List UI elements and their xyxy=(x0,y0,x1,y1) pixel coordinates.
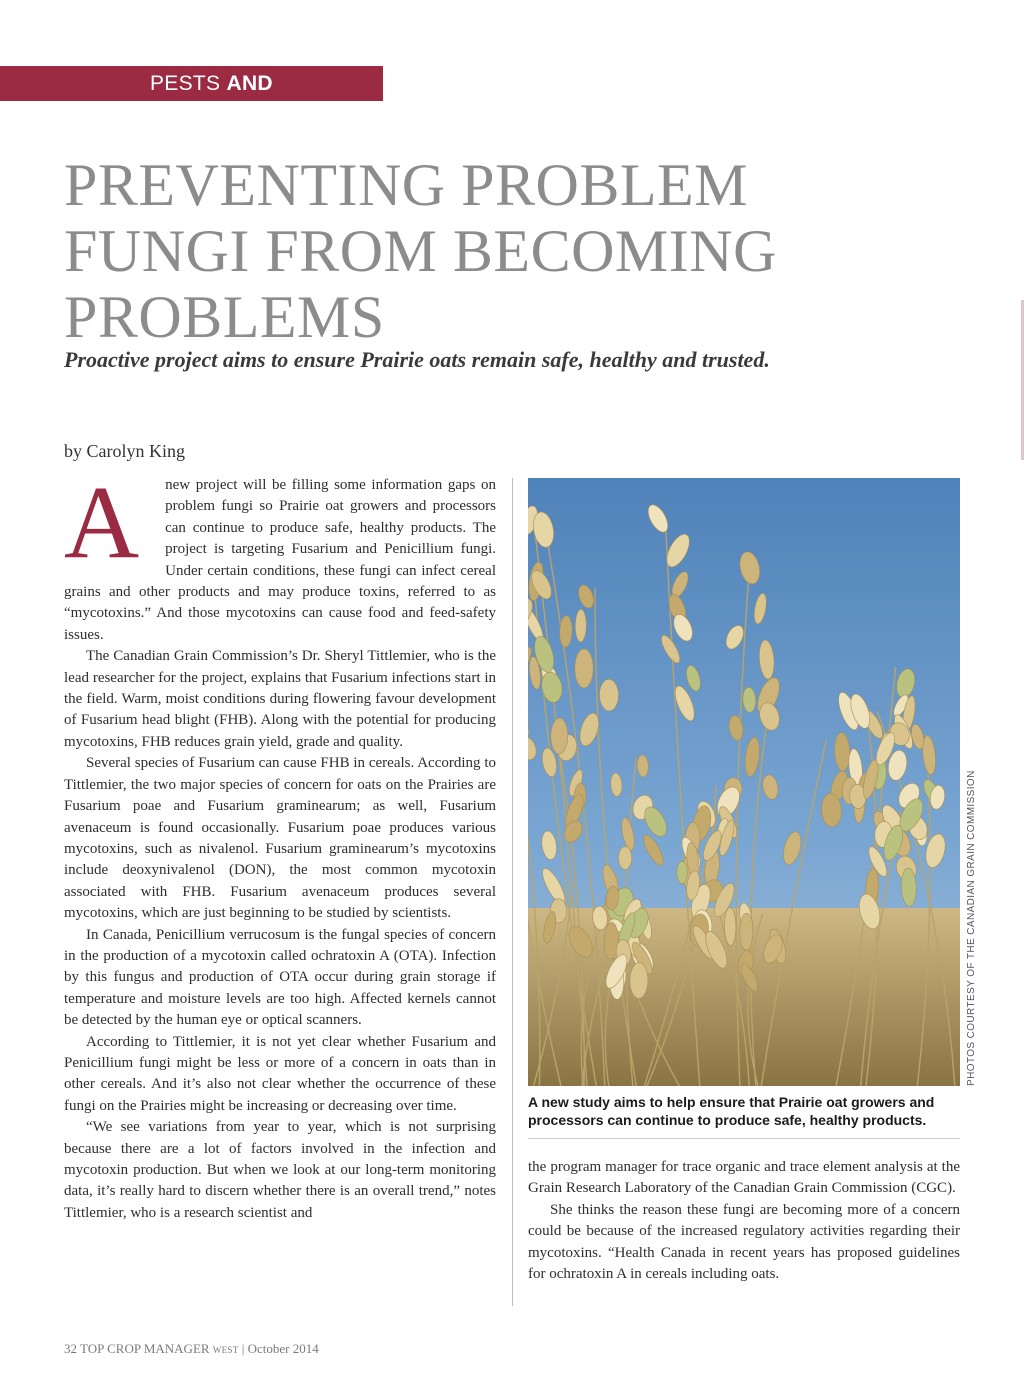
section-label-light: PESTS xyxy=(150,72,221,95)
oat-grain xyxy=(551,718,568,754)
section-tag xyxy=(0,66,383,130)
paragraph-5: According to Tittlemier, it is not yet clear whether Fusarium and Penicillium fungi might be less or more of a concern in oats than in other cereals. And it’s also not clear whether the occurrence of these fungi on the Prairies might be increasing or decreasing over time. xyxy=(64,1033,496,1114)
paragraph-1 xyxy=(64,465,496,646)
byline: by Carolyn King xyxy=(64,441,185,461)
paragraph-2: The Canadian Grain Commission’s Dr. Sheryl Tittlemier, who is the lead researcher for the project, explains that Fusarium infections start in the field. Warm, moist conditions during flowering favour development of Fusarium head blight (FHB). Along with the potential for producing mycotoxins, FHB reduces grain yield, grade and quality. xyxy=(64,648,496,750)
article-column-left xyxy=(64,465,496,1224)
oat-grain xyxy=(618,846,631,869)
issue-date: October 2014 xyxy=(247,1341,319,1356)
page-footer xyxy=(64,1341,319,1357)
section-label-bold: AND DISEASES xyxy=(150,72,273,130)
oat-grain xyxy=(575,649,593,688)
oat-grain xyxy=(630,963,648,999)
photo-credit: PHOTOS COURTESY OF THE CANADIAN GRAIN COMMISSION xyxy=(966,770,977,1086)
magazine-name: TOP CROP MANAGER xyxy=(80,1341,210,1356)
paragraph-4: In Canada, Penicillium verrucosum is the fungal species of concern in the production of a mycotoxin called ochratoxin A (OTA). Infection by this fungus and production of OTA occur during grain storage if temperature and moisture levels are too high. Affected kernels cannot be detected by the human eye or optical scanners. xyxy=(64,926,496,1029)
paragraph-6: “We see variations from year to year, which is not surprising because there are a lot of factors involved in the infection and mycotoxin production. But when we look at our long-term monitoring data, it’s really hard to discern whether there is an overall trend,” notes Tittlemier, who is a research scientist and xyxy=(64,1119,496,1221)
oat-grain xyxy=(575,609,586,642)
oat-grain xyxy=(677,861,688,884)
subtitle: Proactive project aims to ensure Prairie oats remain safe, healthy and trusted. xyxy=(64,347,770,372)
article-column-right xyxy=(528,1157,960,1285)
paragraph-1-text: new project will be filling some information gaps on problem fungi so Prairie oat growers and processors can continue to produce safe, healthy products. The project is targeting Fusarium and Penicillium fungi. Under certain conditions, these fungi can infect cereal grains and other products and may produce toxins, referred to as “mycotoxins.” And those mycotoxins can cause food and feed-safety issues. xyxy=(64,477,496,643)
photo-caption: A new study aims to help ensure that Prairie oat growers and processors can continue to produce safe, healthy products. xyxy=(528,1094,935,1128)
page-number: 32 xyxy=(64,1341,77,1356)
magazine-edition: WEST xyxy=(212,1345,239,1355)
paragraph-8: She thinks the reason these fungi are becoming more of a concern could be because of the increased regulatory activities regarding their mycotoxins. “Health Canada in recent years has proposed guidelines for ochratoxin A in cereals including oats. xyxy=(528,1201,960,1283)
oat-photo-illustration xyxy=(528,478,960,1086)
footer-separator: | xyxy=(241,1341,245,1356)
drop-cap: A xyxy=(64,465,140,580)
column-divider xyxy=(512,478,513,1306)
oat-field-photo xyxy=(528,478,960,1086)
paragraph-3: Several species of Fusarium can cause FHB in cereals. According to Tittlemier, the two major species of concern for oats on the Prairies are Fusarium poae and Fusarium graminearum; as well, Fusarium avenaceum is found occasionally. Fusarium poae produces various mycotoxins, such as nivalenol. Fusarium graminearum’s mycotoxins include deoxynivalenol (DON), the most common mycotoxin associated with FHB. Fusarium avenaceum produces several mycotoxins, which are just beginning to be studied by scientists. xyxy=(64,755,496,922)
oat-grain xyxy=(599,679,619,711)
headline: PREVENTING PROBLEM FUNGI FROM BECOMING PROBLEMS xyxy=(64,152,777,350)
paragraph-7: the program manager for trace organic and trace element analysis at the Grain Research Laboratory of the Canadian Grain Commission (CGC). xyxy=(528,1159,960,1197)
caption-rule xyxy=(528,1138,960,1139)
